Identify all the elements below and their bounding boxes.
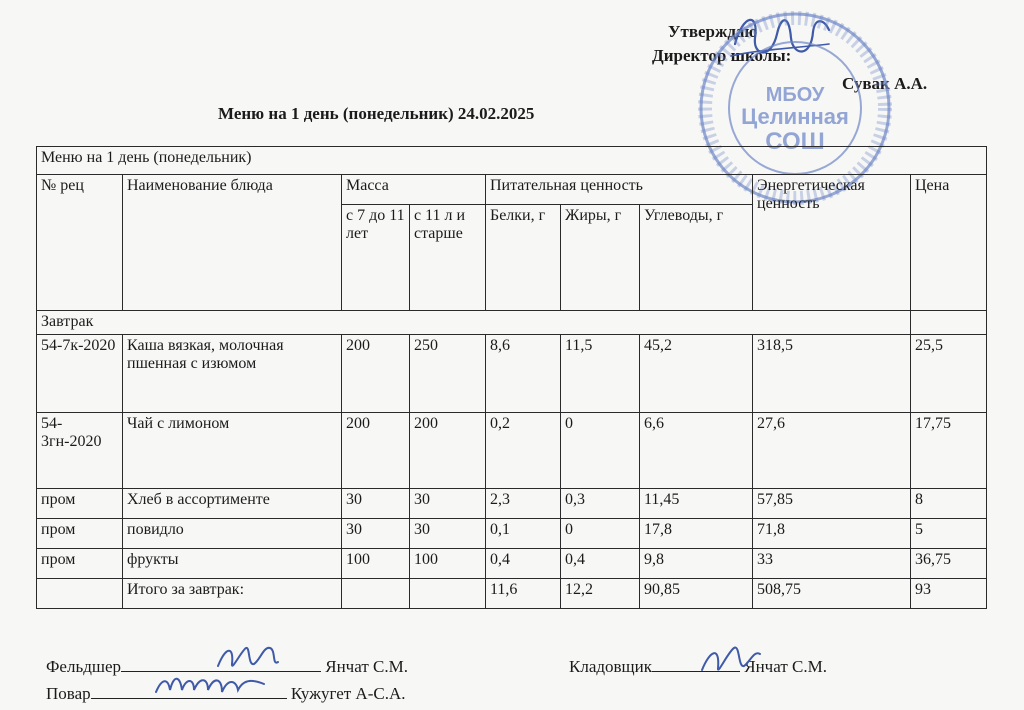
cell-price: 8 xyxy=(911,489,987,519)
cell-mass-7-11: 100 xyxy=(342,549,410,579)
total-energy: 508,75 xyxy=(753,579,911,609)
total-proteins: 11,6 xyxy=(486,579,561,609)
total-price: 93 xyxy=(911,579,987,609)
cell-rec-no: 54-3гн-2020 xyxy=(37,413,123,489)
document-title: Меню на 1 день (понедельник) 24.02.2025 xyxy=(218,104,535,123)
stamp-text-line2: Целинная xyxy=(741,104,849,129)
total-row xyxy=(37,579,987,609)
cell-mass-11-up: 250 xyxy=(410,335,486,413)
cell-price: 5 xyxy=(911,519,987,549)
cell-carbs: 17,8 xyxy=(640,519,753,549)
cook-signature-line xyxy=(46,682,405,704)
approval-position: Директор школы: xyxy=(652,46,792,65)
cell-energy: 71,8 xyxy=(753,519,911,549)
header-mass-11-up: с 11 л и старше xyxy=(410,205,486,311)
header-rec-no: № рец xyxy=(37,175,123,311)
header-row-1 xyxy=(37,175,987,205)
cell-proteins: 8,6 xyxy=(486,335,561,413)
header-fats: Жиры, г xyxy=(561,205,640,311)
cell-mass-7-11-empty xyxy=(342,579,410,609)
header-carbs: Углеводы, г xyxy=(640,205,753,311)
cook-signature-rule xyxy=(91,682,287,699)
header-nutrition: Питательная ценность xyxy=(486,175,753,205)
stamp-text-line3: СОШ xyxy=(765,128,825,155)
header-proteins: Белки, г xyxy=(486,205,561,311)
storekeeper-signature-rule xyxy=(652,655,740,672)
cell-energy: 27,6 xyxy=(753,413,911,489)
table-row xyxy=(37,413,987,489)
storekeeper-name: Янчат С.М. xyxy=(744,657,827,676)
medic-name: Янчат С.М. xyxy=(325,657,408,676)
cell-proteins: 0,1 xyxy=(486,519,561,549)
section-breakfast-empty xyxy=(911,311,987,335)
approval-signer-name: Сувак А.А. xyxy=(842,74,928,93)
cell-dish-name: Каша вязкая, молочная пшенная с изюмом xyxy=(123,335,342,413)
header-mass-7-11: с 7 до 11 лет xyxy=(342,205,410,311)
cell-energy: 57,85 xyxy=(753,489,911,519)
approval-heading: Утверждаю xyxy=(668,22,758,41)
medic-label: Фельдшер xyxy=(46,657,121,676)
cell-mass-11-up: 100 xyxy=(410,549,486,579)
cell-mass-11-up: 200 xyxy=(410,413,486,489)
table-row xyxy=(37,519,987,549)
cell-dish-name: повидло xyxy=(123,519,342,549)
cell-mass-7-11: 30 xyxy=(342,489,410,519)
cell-carbs: 11,45 xyxy=(640,489,753,519)
cell-rec-no-empty xyxy=(37,579,123,609)
header-mass: Масса xyxy=(342,175,486,205)
cell-mass-7-11: 30 xyxy=(342,519,410,549)
cell-price: 36,75 xyxy=(911,549,987,579)
cell-energy: 33 xyxy=(753,549,911,579)
cell-proteins: 2,3 xyxy=(486,489,561,519)
medic-signature-line xyxy=(46,655,408,677)
total-label: Итого за завтрак: xyxy=(123,579,342,609)
cell-mass-11-up: 30 xyxy=(410,519,486,549)
cell-price: 17,75 xyxy=(911,413,987,489)
storekeeper-signature-line xyxy=(569,655,827,677)
table-caption-row xyxy=(37,147,987,175)
cell-rec-no: 54-7к-2020 xyxy=(37,335,123,413)
table-caption: Меню на 1 день (понедельник) xyxy=(37,147,987,175)
cook-label: Повар xyxy=(46,684,91,703)
total-carbs: 90,85 xyxy=(640,579,753,609)
header-energy: Энергетическая ценность xyxy=(753,175,911,311)
cell-proteins: 0,4 xyxy=(486,549,561,579)
table-row xyxy=(37,549,987,579)
medic-signature-rule xyxy=(121,655,321,672)
cell-rec-no: пром xyxy=(37,489,123,519)
cell-mass-7-11: 200 xyxy=(342,335,410,413)
cell-proteins: 0,2 xyxy=(486,413,561,489)
section-breakfast-label: Завтрак xyxy=(37,311,911,335)
menu-table xyxy=(36,146,987,609)
cell-fats: 0 xyxy=(561,413,640,489)
cell-dish-name: Чай с лимоном xyxy=(123,413,342,489)
table-row xyxy=(37,335,987,413)
cell-carbs: 45,2 xyxy=(640,335,753,413)
cell-rec-no: пром xyxy=(37,549,123,579)
table-row xyxy=(37,489,987,519)
cook-name: Кужугет А-С.А. xyxy=(290,684,406,703)
cell-rec-no: пром xyxy=(37,519,123,549)
stamp-text-line1: МБОУ xyxy=(765,84,825,106)
cell-fats: 0,3 xyxy=(561,489,640,519)
cell-price: 25,5 xyxy=(911,335,987,413)
cell-fats: 11,5 xyxy=(561,335,640,413)
section-row-breakfast xyxy=(37,311,987,335)
cell-carbs: 6,6 xyxy=(640,413,753,489)
total-fats: 12,2 xyxy=(561,579,640,609)
cell-mass-11-up: 30 xyxy=(410,489,486,519)
cell-energy: 318,5 xyxy=(753,335,911,413)
header-price: Цена xyxy=(911,175,987,311)
cell-dish-name: Хлеб в ассортименте xyxy=(123,489,342,519)
cell-fats: 0 xyxy=(561,519,640,549)
cell-mass-11-up-empty xyxy=(410,579,486,609)
cell-fats: 0,4 xyxy=(561,549,640,579)
cell-carbs: 9,8 xyxy=(640,549,753,579)
header-dish-name: Наименование блюда xyxy=(123,175,342,311)
storekeeper-label: Кладовщик xyxy=(569,657,652,676)
cell-mass-7-11: 200 xyxy=(342,413,410,489)
cell-dish-name: фрукты xyxy=(123,549,342,579)
